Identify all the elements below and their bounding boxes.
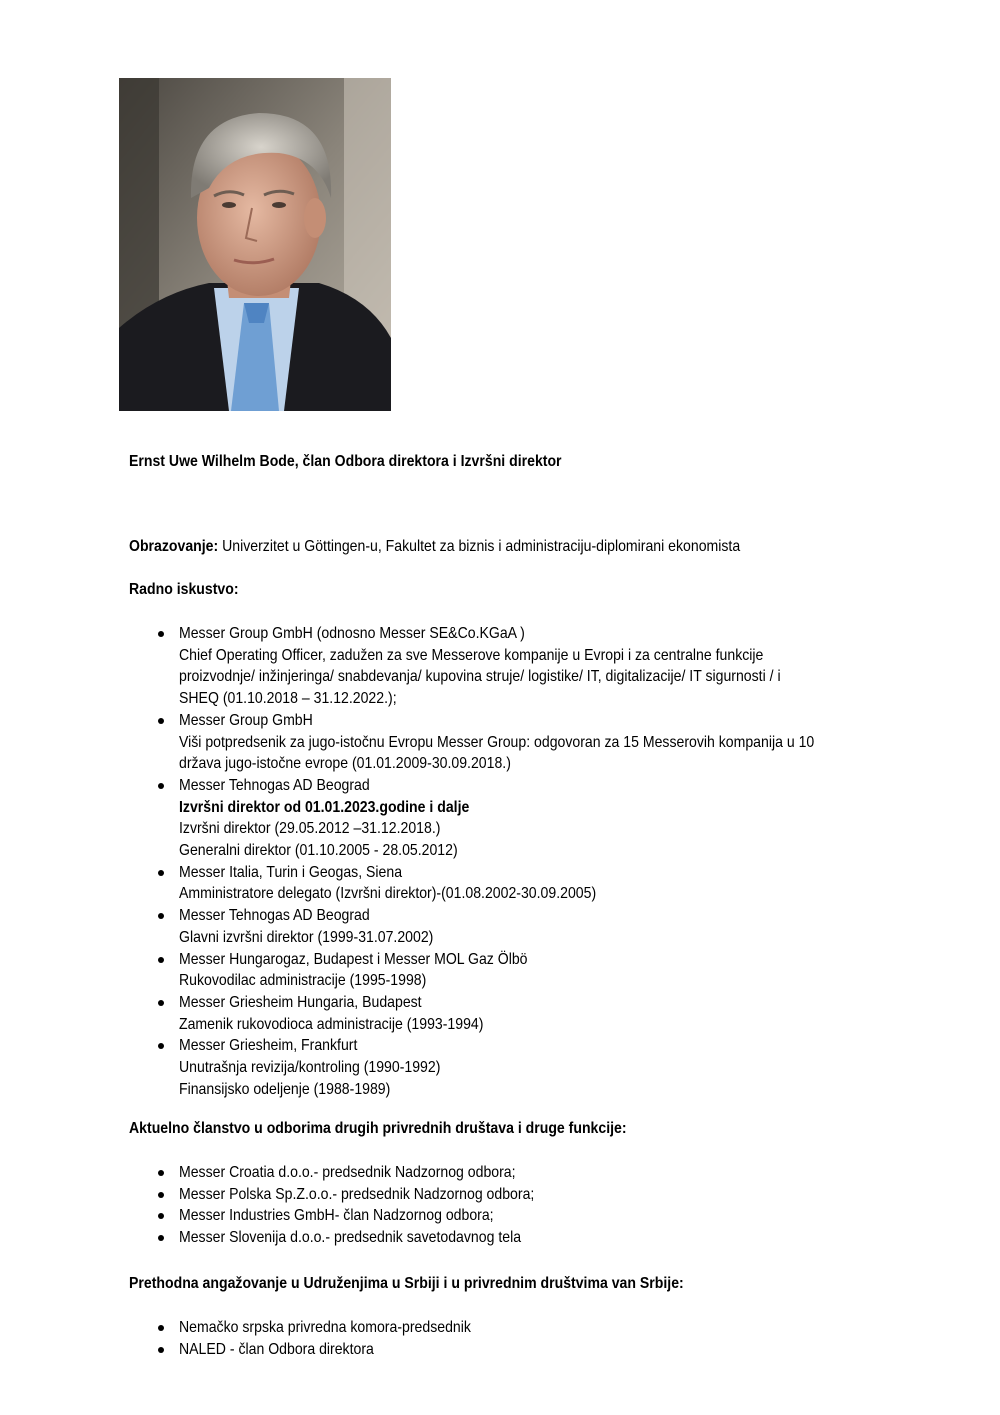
bullet-icon: [158, 718, 164, 724]
company-name: Messer Hungarogaz, Budapest i Messer MOL Gaz Ölbö: [179, 950, 528, 968]
previous-text: NALED - član Odbora direktora: [179, 1340, 374, 1358]
role-line: Chief Operating Officer, zadužen za sve Messerove kompanije u Evropi i za centralne funkcije: [179, 646, 764, 664]
list-item: [157, 905, 901, 948]
previous-list: [157, 1317, 511, 1360]
company-name: Messer Tehnogas AD Beograd: [179, 907, 370, 925]
experience-heading: Radno iskustvo:: [129, 581, 239, 598]
membership-text: Messer Slovenija d.o.o.- predsednik savetodavnog tela: [179, 1229, 522, 1247]
role-line: proizvodnje/ inžinjeringa/ snabdevanja/ kupovina struje/ logistike/ IT, digitalizacije/ IT sigurnosti / i: [179, 668, 781, 686]
list-item: [157, 1184, 583, 1206]
membership-text: Messer Polska Sp.Z.o.o.- predsednik Nadzornog odbora;: [179, 1185, 535, 1203]
experience-list: [157, 623, 901, 1100]
role-line: Amministratore delegato (Izvršni direktor)-(01.08.2002-30.09.2005): [179, 885, 597, 903]
bullet-icon: [158, 957, 164, 963]
list-item: [157, 1205, 583, 1227]
role-line: Finansijsko odeljenje (1988-1989): [179, 1080, 391, 1098]
role-line: Zamenik rukovodioca administracije (1993-1994): [179, 1015, 484, 1033]
role-line: Generalni direktor (01.10.2005 - 28.05.2012): [179, 842, 458, 860]
list-item: [157, 1035, 901, 1100]
bullet-icon: [158, 1170, 164, 1176]
bullet-icon: [158, 1325, 164, 1331]
bullet-icon: [158, 1043, 164, 1049]
education-label: Obrazovanje:: [129, 538, 219, 555]
portrait-photo: [119, 78, 391, 411]
portrait-image: [119, 78, 391, 411]
bullet-icon: [158, 1235, 164, 1241]
list-item: [157, 1227, 583, 1249]
education-line: [129, 537, 740, 557]
bullet-icon: [158, 913, 164, 919]
list-item: [157, 1162, 583, 1184]
role-line: Unutrašnja revizija/kontroling (1990-1992): [179, 1059, 441, 1077]
role-line-current: Izvršni direktor od 01.01.2023.godine i dalje: [179, 798, 470, 816]
bullet-icon: [158, 1347, 164, 1353]
document-title: Ernst Uwe Wilhelm Bode, član Odbora direktora i Izvršni direktor: [129, 453, 562, 470]
list-item: [157, 710, 901, 775]
role-line: Glavni izvršni direktor (1999-31.07.2002): [179, 928, 434, 946]
list-item: [157, 949, 901, 992]
list-item: [157, 775, 901, 862]
list-item: [157, 623, 901, 710]
role-line: Izvršni direktor (29.05.2012 –31.12.2018.): [179, 820, 441, 838]
list-item: [157, 1317, 511, 1339]
bullet-icon: [158, 870, 164, 876]
education-text: Univerzitet u Göttingen-u, Fakultet za biznis i administraciju-diplomirani ekonomista: [218, 538, 741, 555]
role-line: SHEQ (01.10.2018 – 31.12.2022.);: [179, 690, 397, 708]
company-name: Messer Tehnogas AD Beograd: [179, 776, 370, 794]
memberships-heading: Aktuelno članstvo u odborima drugih privrednih društava i druge funkcije:: [129, 1120, 627, 1137]
role-line: država jugo-istočne evrope (01.01.2009-30.09.2018.): [179, 755, 511, 773]
company-name: Messer Group GmbH: [179, 711, 313, 729]
bullet-icon: [158, 783, 164, 789]
previous-heading: Prethodna angažovanje u Udruženjima u Srbiji i u privrednim društvima van Srbije:: [129, 1275, 684, 1292]
membership-text: Messer Croatia d.o.o.- predsednik Nadzornog odbora;: [179, 1164, 516, 1181]
role-line: Viši potpredsenik za jugo-istočnu Evropu Messer Group: odgovoran za 15 Messerovih kompanija u 10: [179, 733, 815, 751]
list-item: [157, 1339, 511, 1361]
previous-text: Nemačko srpska privredna komora-predsednik: [179, 1319, 471, 1336]
company-name: Messer Group GmbH (odnosno Messer SE&Co.KGaA ): [179, 625, 525, 642]
bullet-icon: [158, 1000, 164, 1006]
membership-text: Messer Industries GmbH- član Nadzornog odbora;: [179, 1207, 494, 1225]
bullet-icon: [158, 1213, 164, 1219]
company-name: Messer Italia, Turin i Geogas, Siena: [179, 863, 403, 881]
memberships-list: [157, 1162, 583, 1249]
company-name: Messer Griesheim Hungaria, Budapest: [179, 993, 422, 1011]
role-line: Rukovodilac administracije (1995-1998): [179, 972, 427, 990]
list-item: [157, 992, 901, 1035]
company-name: Messer Griesheim, Frankfurt: [179, 1037, 358, 1055]
bullet-icon: [158, 631, 164, 637]
list-item: [157, 862, 901, 905]
bullet-icon: [158, 1192, 164, 1198]
